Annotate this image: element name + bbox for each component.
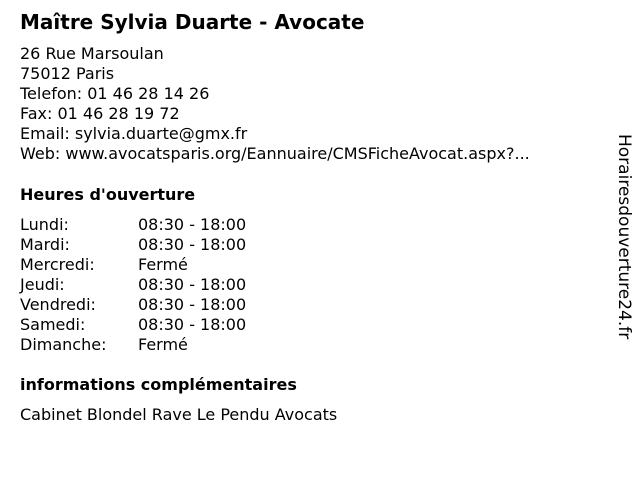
day-hours: 08:30 - 18:00	[138, 315, 247, 334]
day-hours: Fermé	[138, 255, 188, 274]
day-hours: 08:30 - 18:00	[138, 295, 247, 314]
street-address: 26 Rue Marsoulan	[20, 44, 164, 63]
phone-number: Telefon: 01 46 28 14 26	[20, 84, 210, 103]
email-address: Email: sylvia.duarte@gmx.fr	[20, 124, 248, 143]
city-postal: 75012 Paris	[20, 64, 115, 83]
day-hours: 08:30 - 18:00	[138, 275, 247, 294]
day-label: Mardi:	[20, 235, 70, 254]
day-label: Vendredi:	[20, 295, 96, 314]
opening-hours-heading: Heures d'ouverture	[20, 185, 196, 204]
day-label: Dimanche:	[20, 335, 107, 354]
website-url: Web: www.avocatsparis.org/Eannuaire/CMSFicheAvocat.aspx?...	[20, 144, 530, 163]
business-card	[20, 10, 600, 425]
day-label: Jeudi:	[20, 275, 65, 294]
page-title: Maître Sylvia Duarte - Avocate	[20, 10, 365, 34]
hours-row	[20, 235, 600, 255]
hours-row	[20, 315, 600, 335]
additional-info-heading: informations complémentaires	[20, 375, 297, 394]
hours-row	[20, 215, 600, 235]
hours-row	[20, 295, 600, 315]
day-hours: 08:30 - 18:00	[138, 235, 247, 254]
additional-info-text: Cabinet Blondel Rave Le Pendu Avocats	[20, 405, 338, 424]
day-label: Mercredi:	[20, 255, 95, 274]
hours-row	[20, 275, 600, 295]
address-block	[20, 44, 600, 164]
hours-row	[20, 255, 600, 275]
day-label: Lundi:	[20, 215, 69, 234]
day-label: Samedi:	[20, 315, 86, 334]
opening-hours-table	[20, 215, 600, 355]
day-hours: 08:30 - 18:00	[138, 215, 247, 234]
day-hours: Fermé	[138, 335, 188, 354]
fax-number: Fax: 01 46 28 19 72	[20, 104, 180, 123]
brand-watermark: Horairesdouverture24.fr	[614, 134, 634, 340]
hours-row	[20, 335, 600, 355]
